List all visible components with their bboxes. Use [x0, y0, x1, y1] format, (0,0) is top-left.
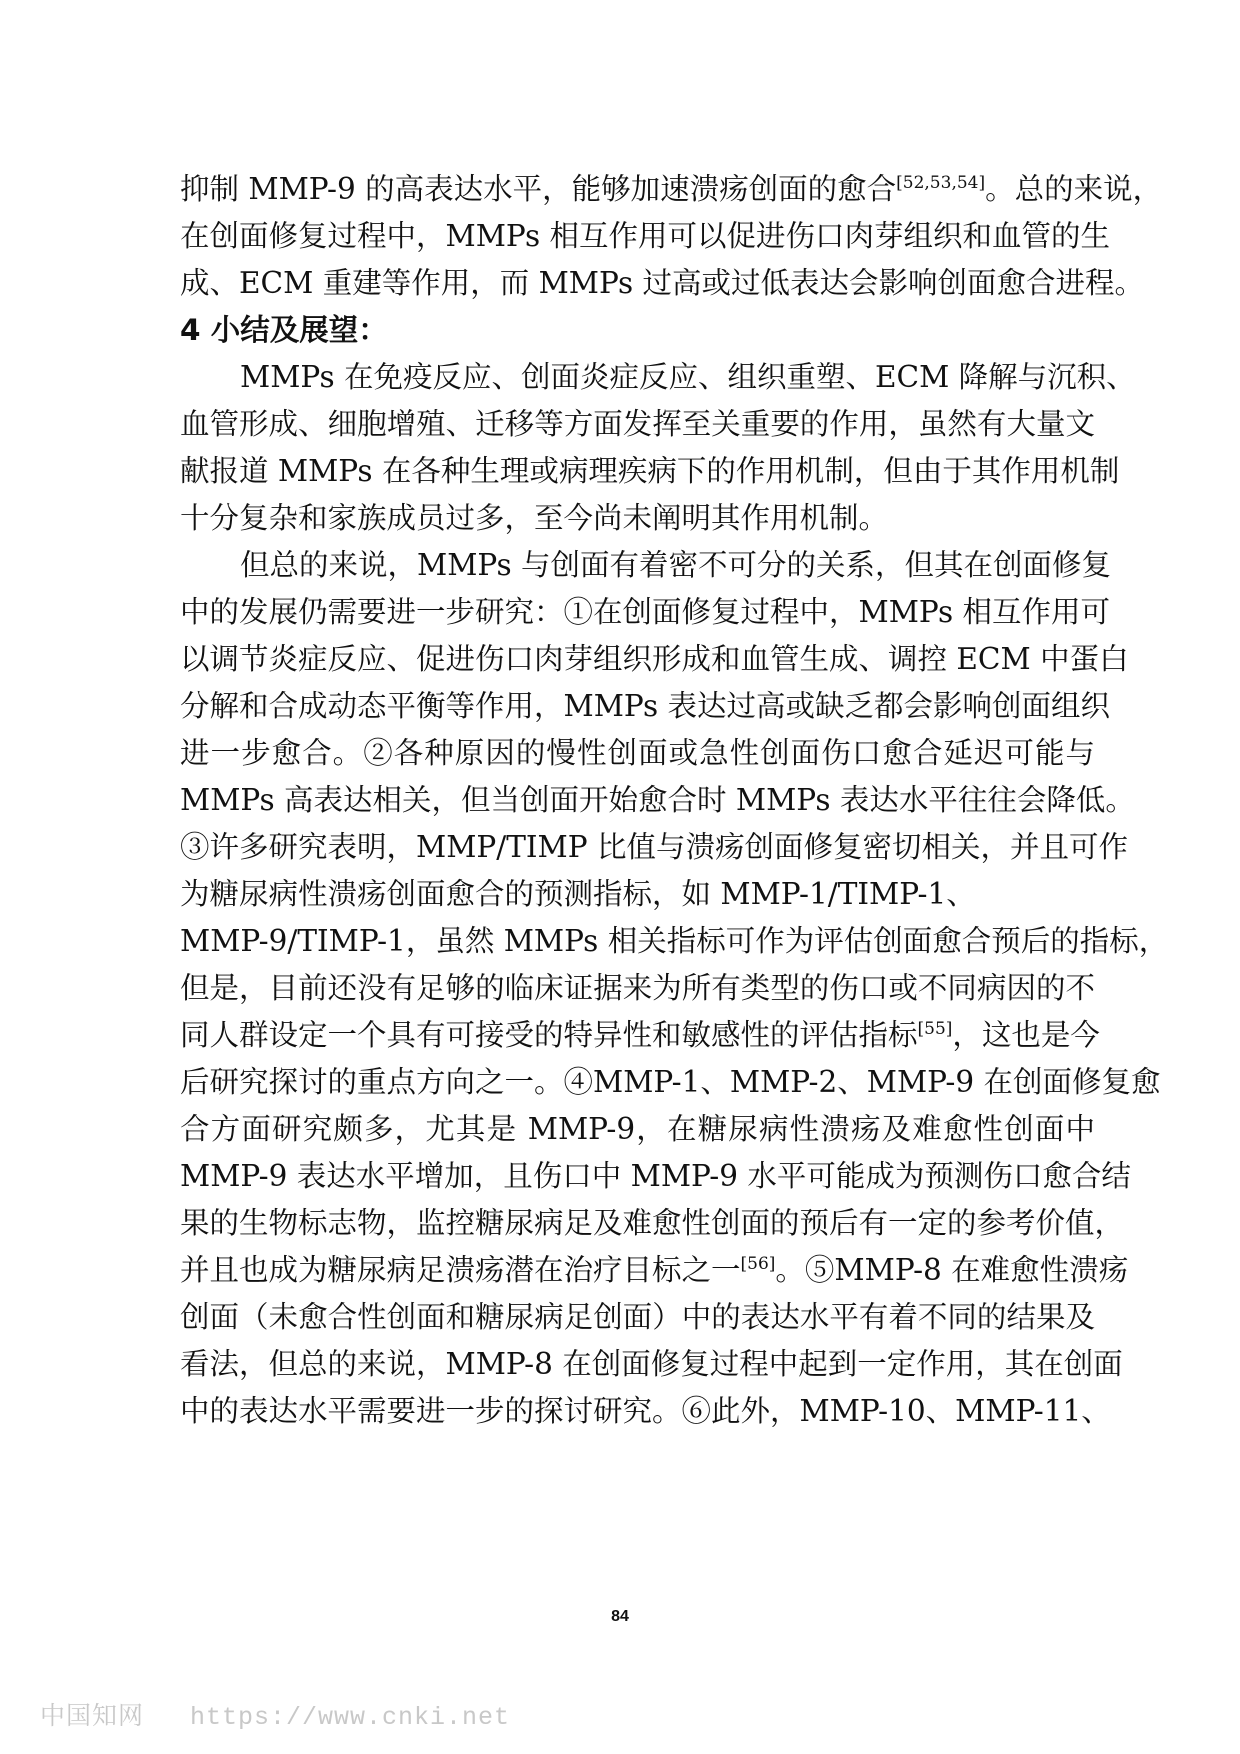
text-line: 果的生物标志物，监控糖尿病足及难愈性创面的预后有一定的参考价值， [180, 1206, 1125, 1240]
text-line: 中的发展仍需要进一步研究：①在创面修复过程中，MMPs 相互作用可 [180, 595, 1110, 629]
text-line: 合方面研究颇多，尤其是 MMP-9，在糖尿病性溃疡及难愈性创面中 [180, 1112, 1095, 1146]
watermark-footer [40, 1700, 510, 1732]
text-line: 中的表达水平需要进一步的探讨研究。⑥此外，MMP-10、MMP-11、 [180, 1394, 1111, 1428]
text-line: 献报道 MMPs 在各种生理或病理疾病下的作用机制，但由于其作用机制 [180, 454, 1120, 488]
citation: [56] [740, 1254, 776, 1274]
text-line: 看法，但总的来说，MMP-8 在创面修复过程中起到一定作用，其在创面 [180, 1347, 1123, 1381]
text-line: MMP-9/TIMP-1，虽然 MMPs 相关指标可作为评估创面愈合预后的指标， [180, 924, 1169, 958]
text-line: 在创面修复过程中，MMPs 相互作用可以促进伤口肉芽组织和血管的生 [180, 219, 1110, 253]
text-line: MMPs 在免疫反应、创面炎症反应、组织重塑、ECM 降解与沉积、 [240, 360, 1136, 394]
text-line: 成、ECM 重建等作用，而 MMPs 过高或过低表达会影响创面愈合进程。 [180, 266, 1145, 300]
text-line: 以调节炎症反应、促进伤口肉芽组织形成和血管生成、调控 ECM 中蛋白 [180, 642, 1129, 676]
text-line: MMP-9 表达水平增加，且伤口中 MMP-9 水平可能成为预测伤口愈合结 [180, 1159, 1131, 1193]
text-line: ③许多研究表明，MMP/TIMP 比值与溃疡创面修复密切相关，并且可作 [180, 830, 1128, 864]
text-line: MMPs 高表达相关，但当创面开始愈合时 MMPs 表达水平往往会降低。 [180, 783, 1135, 817]
text-line: 为糖尿病性溃疡创面愈合的预测指标，如 MMP-1/TIMP-1、 [180, 877, 976, 911]
text-line: 但总的来说，MMPs 与创面有着密不可分的关系，但其在创面修复 [240, 548, 1111, 582]
page-number: 84 [611, 1608, 629, 1625]
citation: [52,53,54] [896, 173, 986, 193]
section-heading: 4 小结及展望： [180, 313, 388, 347]
text-line: 进一步愈合。②各种原因的慢性创面或急性创面伤口愈合延迟可能与 [180, 736, 1095, 770]
text-line: 创面（未愈合性创面和糖尿病足创面）中的表达水平有着不同的结果及 [180, 1300, 1095, 1334]
text-line: 血管形成、细胞增殖、迁移等方面发挥至关重要的作用，虽然有大量文 [180, 407, 1095, 441]
citation: [55] [917, 1019, 953, 1039]
text-line: 抑制 MMP-9 的高表达水平，能够加速溃疡创面的愈合[52,53,54]。总的来说， [180, 172, 1163, 206]
text-line: 后研究探讨的重点方向之一。④MMP-1、MMP-2、MMP-9 在创面修复愈 [180, 1065, 1161, 1099]
text-line: 同人群设定一个具有可接受的特异性和敏感性的评估指标[55]，这也是今 [180, 1018, 1100, 1052]
text-line: 十分复杂和家族成员过多，至今尚未阐明其作用机制。 [180, 501, 889, 535]
cnki-url: https://www.cnki.net [189, 1703, 511, 1732]
cnki-logo: 中国知网 [40, 1701, 145, 1730]
text-line: 分解和合成动态平衡等作用，MMPs 表达过高或缺乏都会影响创面组织 [180, 689, 1110, 723]
text-line: 并且也成为糖尿病足溃疡潜在治疗目标之一[56]。⑤MMP-8 在难愈性溃疡 [180, 1253, 1129, 1287]
text-line: 但是，目前还没有足够的临床证据来为所有类型的伤口或不同病因的不 [180, 971, 1095, 1005]
